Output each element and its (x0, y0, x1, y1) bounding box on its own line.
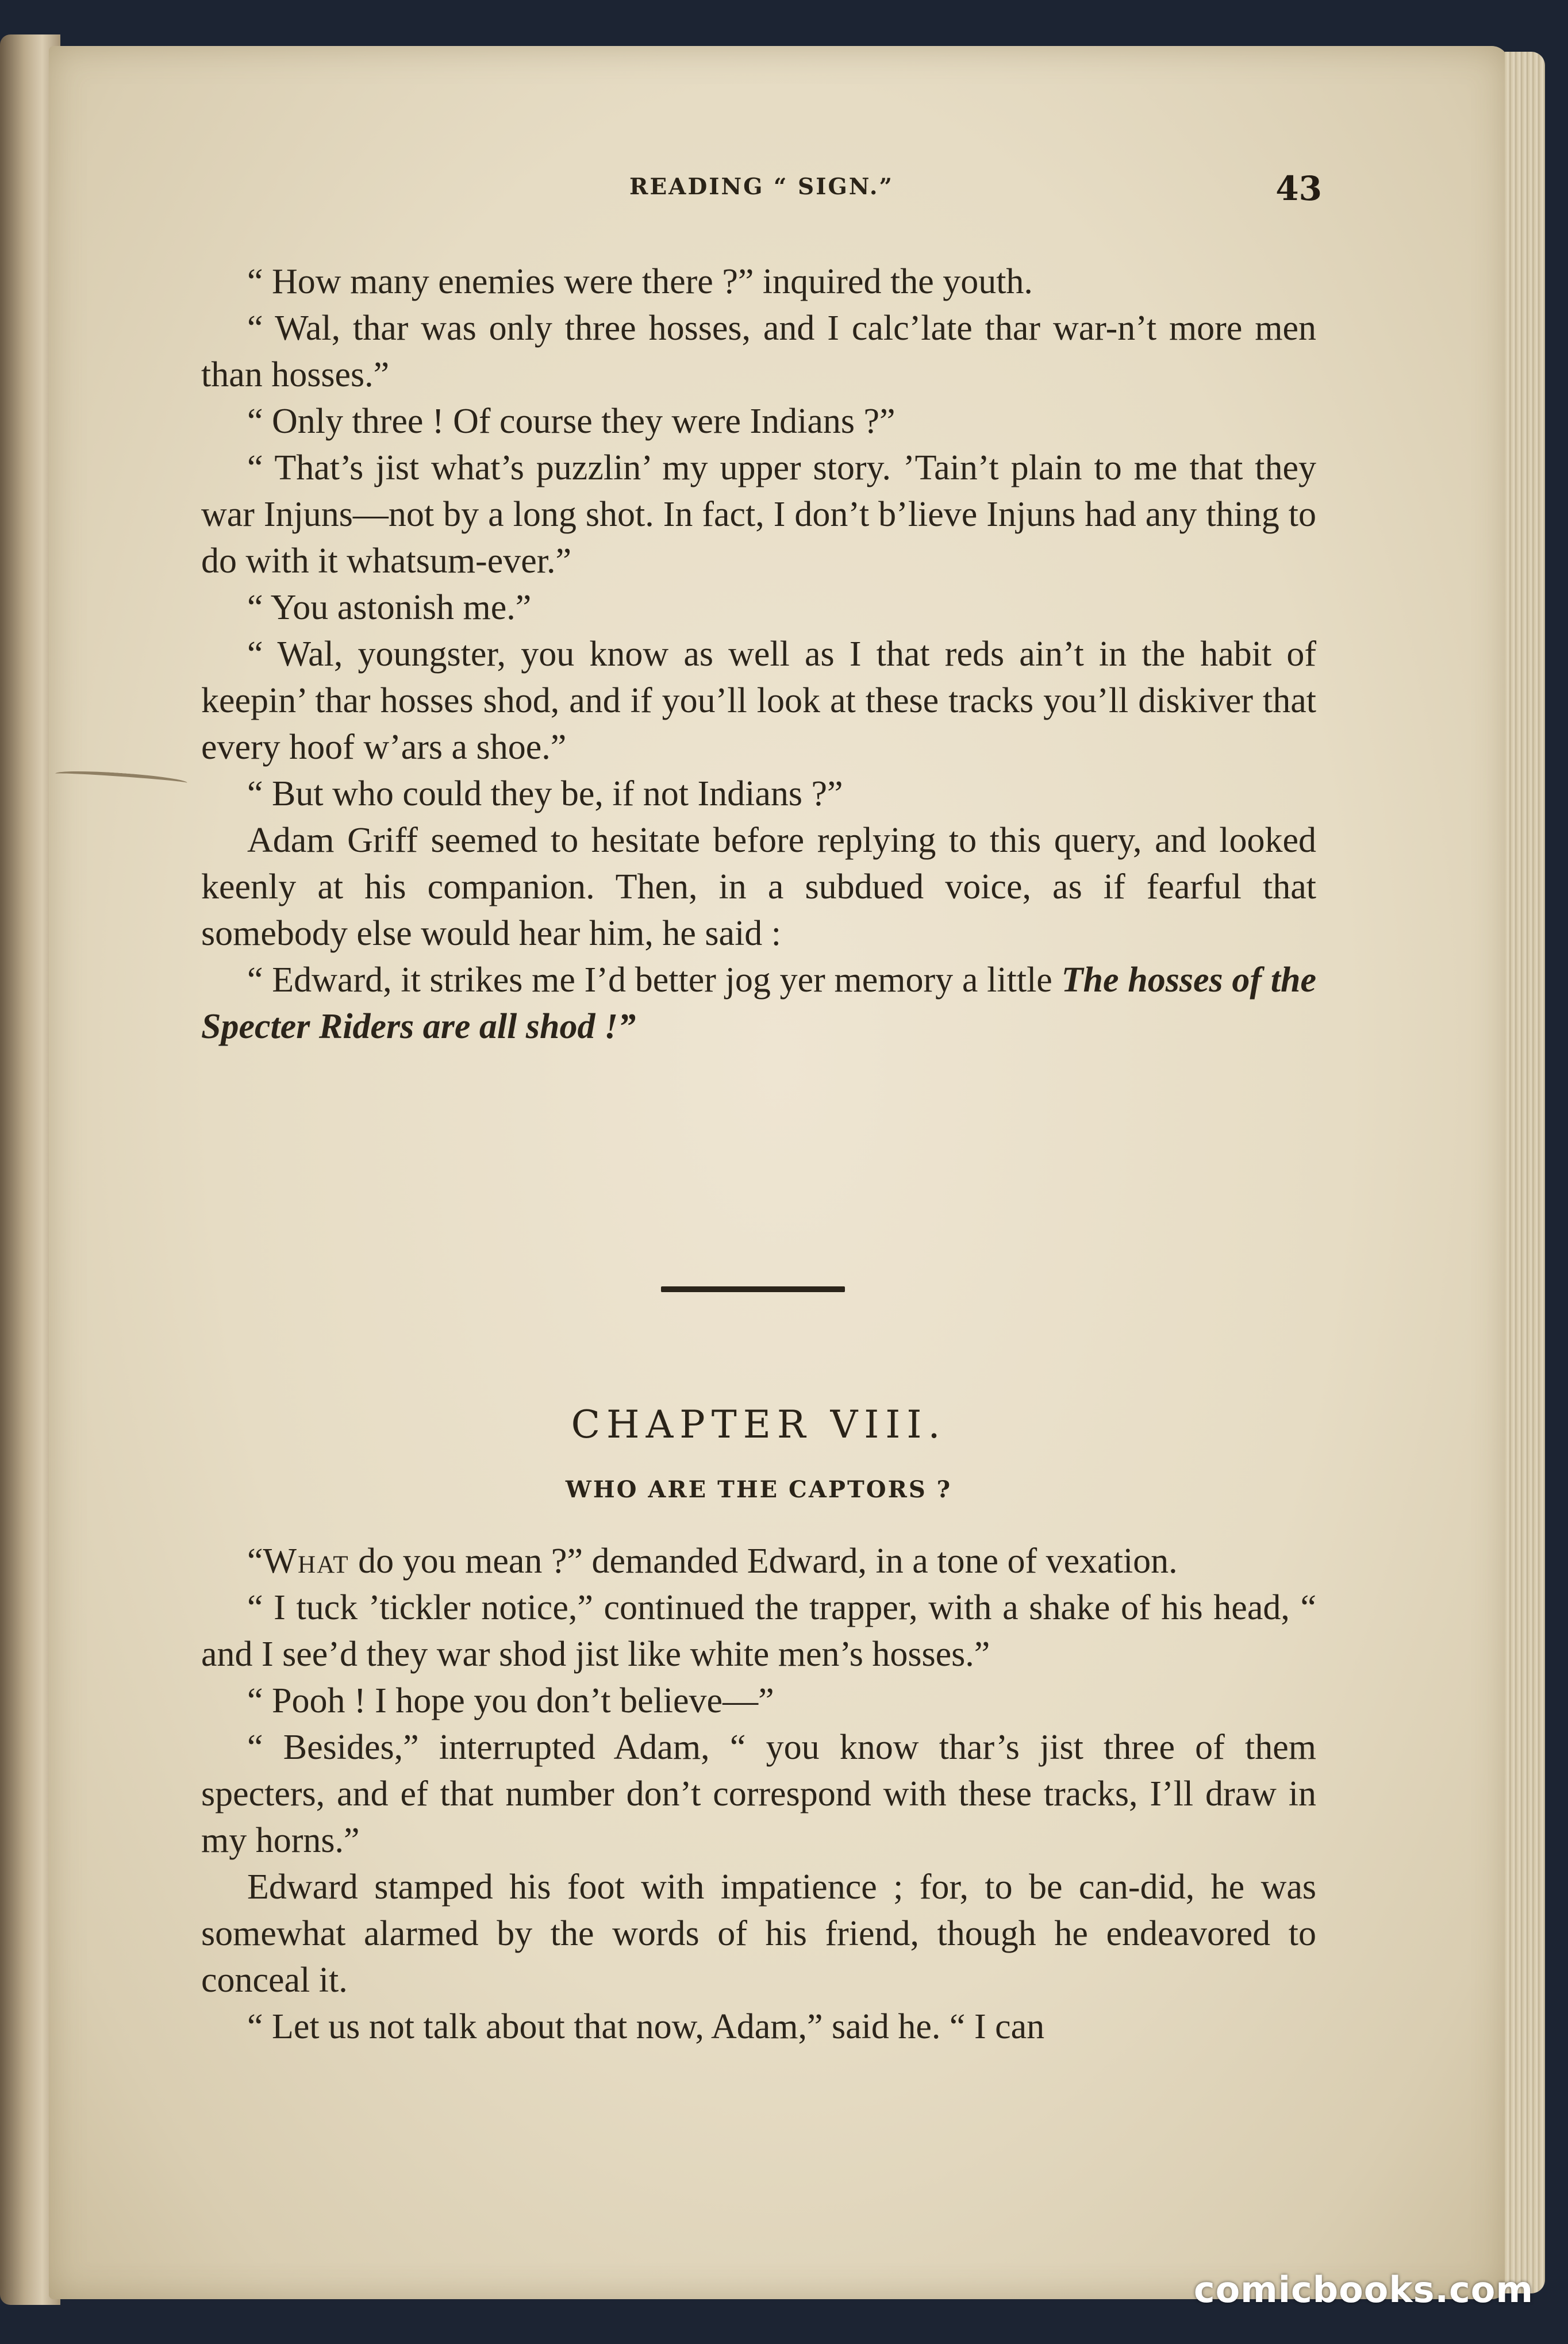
paragraph: Adam Griff seemed to hesitate before replying to this query, and looked keenly at his companion. Then, in a subdued voice, as if fearful that somebody else would hear him, he said : (201, 821, 1316, 953)
paragraph: “ Let us not talk about that now, Adam,” said he. “ I can (247, 2007, 1045, 2046)
paragraph: “ Only three ! Of course they were Indians ?” (247, 402, 896, 441)
paragraph: Edward stamped his foot with impatience ; for, to be can-did, he was somewhat alarmed by the words of his friend, though he endeavored to conceal it. (201, 1867, 1316, 2000)
page-edges (1505, 52, 1545, 2293)
closing-quote-lead: “ Edward, it strikes me I’d better jog yer memory a little (247, 960, 1052, 1000)
chapter-text (201, 1538, 1316, 2050)
running-head (201, 169, 1322, 225)
paragraph: “ Pooh ! I hope you don’t believe—” (247, 1681, 774, 1720)
chapter-heading: CHAPTER VIII. (571, 1402, 947, 1447)
passage-text (201, 259, 1316, 1050)
paragraph: “ Besides,” interrupted Adam, “ you know thar’s jist three of them specters, and ef that number don’t correspond with these tracks, I’ll draw in my horns.” (201, 1728, 1316, 1860)
closing-quote (201, 957, 1316, 1050)
chapter-first-paragraph: “What do you mean ?” demanded Edward, in a tone of vexation. (247, 1542, 1178, 1581)
section-divider (661, 1286, 845, 1292)
chapter-subtitle: WHO ARE THE CAPTORS ? (565, 1476, 952, 1503)
paragraph: “ Wal, youngster, you know as well as I that reds ain’t in the habit of keepin’ thar hosses shod, and if you’ll look at these tracks you’ll diskiver that every hoof w’ars a shoe.” (201, 635, 1316, 767)
paragraph: “ I tuck ’tickler notice,” continued the trapper, with a shake of his head, “ and I see’d they war shod jist like white men’s hosses.” (201, 1588, 1316, 1674)
closing-quote-italic: The hosses of the Specter Riders are all shod !” (201, 960, 1316, 1046)
paragraph: “ That’s jist what’s puzzlin’ my upper story. ’Tain’t plain to me that they war Injuns—not by a long shot. In fact, I don’t b’lieve Injuns had any thing to do with it whatsum-ever.” (201, 448, 1316, 581)
page-number: 43 (1275, 169, 1322, 208)
watermark: comicbooks.com (1193, 2269, 1534, 2311)
paragraph: “ You astonish me.” (247, 588, 532, 627)
running-title: READING “ SIGN.” (629, 174, 894, 200)
paragraph: “ But who could they be, if not Indians ?” (247, 774, 843, 813)
paragraph: “ Wal, thar was only three hosses, and I calc’late thar war-n’t more men than hosses.” (201, 309, 1316, 394)
paragraph: “ How many enemies were there ?” inquired the youth. (247, 262, 1033, 301)
opening-small-caps: What (263, 1542, 349, 1581)
